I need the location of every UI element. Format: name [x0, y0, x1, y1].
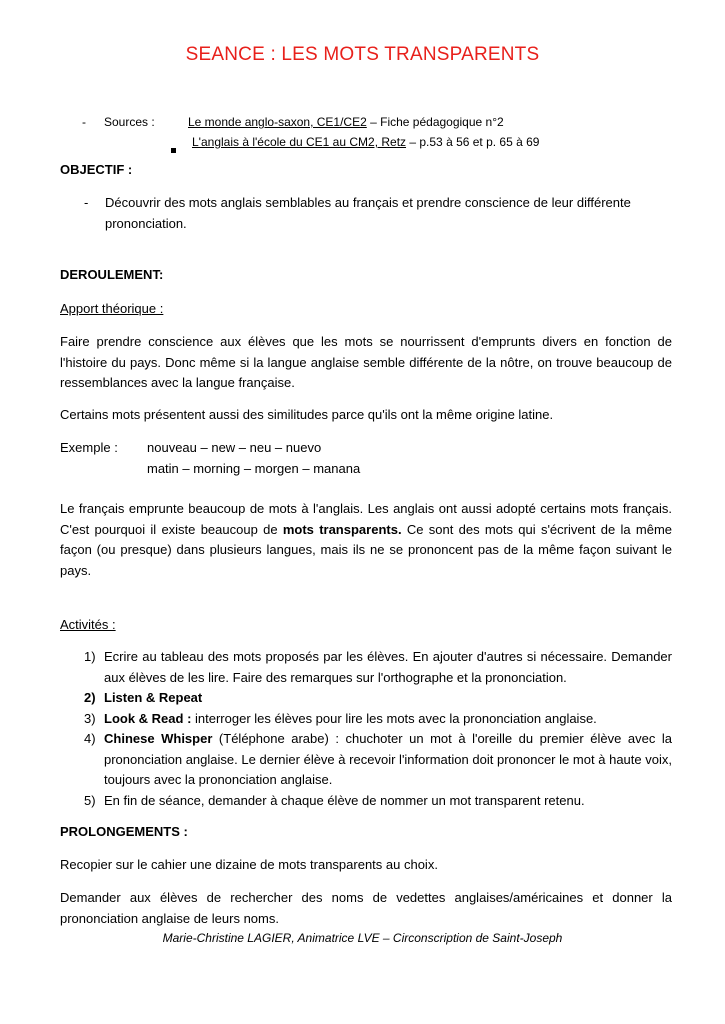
para3-bold-term: mots transparents.	[282, 521, 402, 537]
apport-heading: Apport théorique :	[60, 301, 164, 316]
source-title-1: Le monde anglo-saxon, CE1/CE2	[188, 115, 367, 129]
sources-row-1	[82, 112, 504, 132]
activities-list	[60, 647, 672, 811]
activity-item-3	[60, 709, 672, 730]
page-title: SEANCE : LES MOTS TRANSPARENTS	[185, 44, 540, 65]
example-line-1: nouveau – new – neu – nuevo	[147, 440, 322, 455]
activity-number: 4)	[84, 731, 96, 746]
example-line-2: matin – morning – morgen – manana	[147, 460, 361, 476]
objectif-text: Découvrir des mots anglais semblables au français et prendre conscience de leur différente prononciation.	[105, 195, 631, 231]
example-label: Exemple :	[60, 440, 118, 455]
source-detail-1: – Fiche pédagogique n°2	[366, 115, 504, 129]
para3-end: Ce sont des mots qui s'écrivent de la même façon (ou presque) dans plusieurs langues, mais ils ne se prononcent pas de la même façon suivant le pays.	[60, 521, 672, 578]
apport-paragraph-2: Certains mots présentent aussi des similitudes parce qu'ils ont la même origine latine.	[60, 407, 554, 422]
square-bullet-icon	[171, 139, 176, 159]
activity-number: 3)	[84, 710, 96, 726]
activity-number: 2)	[84, 690, 96, 705]
activity-bold-title: Listen & Repeat	[104, 690, 203, 705]
activity-number: 5)	[84, 792, 96, 808]
objectif-item	[60, 193, 672, 234]
example-block	[60, 438, 672, 479]
activity-item-4	[60, 729, 672, 791]
activity-text: (Téléphone arabe) : chuchoter un mot à l'oreille du premier élève avec la prononciation anglaise. Le dernier élève à recevoir l'information doit prononcer le mot à haute voix, toujours avec la prononciation anglaise.	[104, 731, 672, 787]
source-line-2	[192, 132, 539, 152]
activity-bold-title: Chinese Whisper	[104, 731, 213, 746]
para3-start: Le français emprunte beaucoup de mots à l'anglais. Les anglais ont aussi adopté certains mots français. C'est pourquoi il existe beaucoup de	[60, 501, 672, 537]
activity-text: Ecrire au tableau des mots proposés par les élèves. En ajouter d'autres si nécessaire. Demander aux élèves de les lire. Faire des remarques sur l'orthographe et la prononciation.	[104, 649, 672, 685]
page-footer: Marie-Christine LAGIER, Animatrice LVE – Circonscription de Saint-Joseph	[162, 931, 563, 945]
prolongements-heading: PROLONGEMENTS :	[60, 824, 188, 839]
deroulement-heading: DEROULEMENT:	[60, 267, 164, 282]
sources-row-2	[82, 132, 540, 152]
objectif-heading: OBJECTIF :	[60, 162, 133, 177]
source-title-2: L'anglais à l'école du CE1 au CM2, Retz	[192, 135, 407, 149]
source-detail-2: – p.53 à 56 et p. 65 à 69	[406, 135, 540, 149]
activity-item-5	[60, 791, 672, 812]
source-line-1	[188, 112, 504, 132]
activity-text: En fin de séance, demander à chaque élève de nommer un mot transparent retenu.	[104, 792, 585, 808]
sources-section	[82, 112, 540, 152]
prolongements-paragraph-1: Recopier sur le cahier une dizaine de mots transparents au choix.	[60, 857, 438, 872]
activity-number: 1)	[84, 649, 96, 664]
activity-bold-title: Look & Read :	[104, 710, 192, 726]
activity-item-2	[60, 688, 672, 709]
apport-paragraph-1: Faire prendre conscience aux élèves que les mots se nourrissent d'emprunts divers en fonction de l'histoire du pays. Donc même si la langue anglaise semble différente de la nôtre, on trouve beaucoup de ressemblances avec la langue française.	[60, 334, 672, 390]
objectif-dash: -	[84, 195, 89, 210]
activity-item-1	[60, 647, 672, 688]
apport-paragraph-3	[60, 499, 672, 581]
sources-label: Sources :	[104, 115, 155, 129]
activity-text: interroger les élèves pour lire les mots avec la prononciation anglaise.	[191, 710, 597, 726]
prolongements-paragraph-2: Demander aux élèves de rechercher des noms de vedettes anglaises/américaines et donner la prononciation anglaise de leurs noms.	[60, 890, 672, 926]
activites-heading: Activités :	[60, 617, 116, 632]
sources-dash: -	[82, 115, 86, 129]
